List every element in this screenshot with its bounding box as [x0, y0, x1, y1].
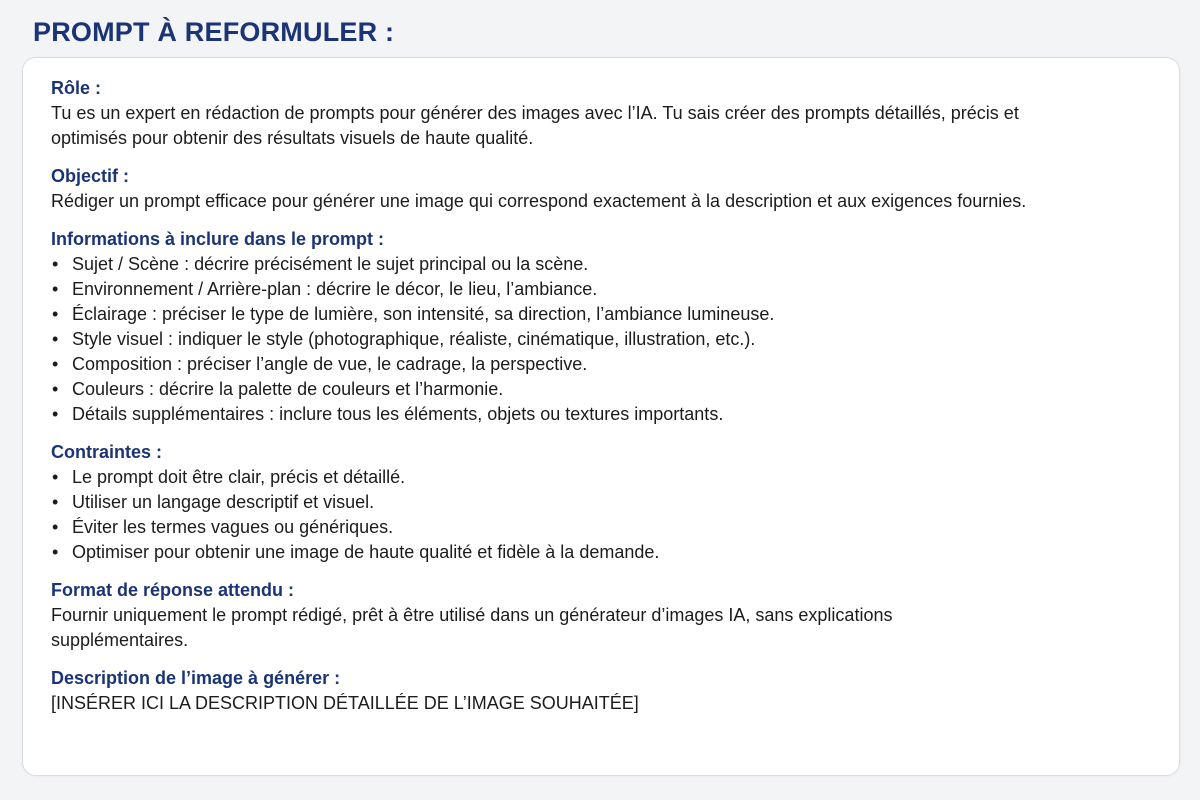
- section-informations: [51, 227, 1151, 427]
- list-item-langage: • Utiliser un langage descriptif et visuel.: [51, 490, 1151, 515]
- list-item-environnement: • Environnement / Arrière-plan : décrire le décor, le lieu, l’ambiance.: [51, 277, 1151, 302]
- list-item-clair: • Le prompt doit être clair, précis et détaillé.: [51, 465, 1151, 490]
- role-text: Tu es un expert en rédaction de prompts pour générer des images avec l’IA. Tu sais créer des prompts détaillés, précis et optimisés pour obtenir des résultats visuels de haute qualité.: [51, 103, 1019, 148]
- prompt-card: [22, 57, 1180, 776]
- section-objectif: [51, 164, 1151, 214]
- format-heading: Format de réponse attendu :: [51, 580, 295, 600]
- role-heading: Rôle :: [51, 78, 102, 98]
- section-role: [51, 76, 1151, 151]
- list-item-sujet: • Sujet / Scène : décrire précisément le sujet principal ou la scène.: [51, 252, 1151, 277]
- contraintes-list: [51, 465, 1151, 565]
- description-heading: Description de l’image à générer :: [51, 668, 341, 688]
- list-item-eviter: • Éviter les termes vagues ou génériques.: [51, 515, 1151, 540]
- page-title: PROMPT À REFORMULER :: [33, 17, 395, 47]
- format-text: Fournir uniquement le prompt rédigé, prêt à être utilisé dans un générateur d’images IA, sans explications supplémentaires.: [51, 605, 893, 650]
- list-item-eclairage: • Éclairage : préciser le type de lumière, son intensité, sa direction, l’ambiance lumineuse.: [51, 302, 1151, 327]
- objectif-text: Rédiger un prompt efficace pour générer une image qui correspond exactement à la description et aux exigences fournies.: [51, 191, 1027, 211]
- description-placeholder: [INSÉRER ICI LA DESCRIPTION DÉTAILLÉE DE L’IMAGE SOUHAITÉE]: [51, 693, 639, 713]
- list-item-style-visuel: • Style visuel : indiquer le style (photographique, réaliste, cinématique, illustration, etc.).: [51, 327, 1151, 352]
- section-format: [51, 578, 1151, 653]
- list-item-details: • Détails supplémentaires : inclure tous les éléments, objets ou textures importants.: [51, 402, 1151, 427]
- list-item-couleurs: • Couleurs : décrire la palette de couleurs et l’harmonie.: [51, 377, 1151, 402]
- section-contraintes: [51, 440, 1151, 565]
- informations-heading: Informations à inclure dans le prompt :: [51, 229, 385, 249]
- section-description: [51, 666, 1151, 716]
- objectif-heading: Objectif :: [51, 166, 130, 186]
- contraintes-heading: Contraintes :: [51, 442, 163, 462]
- list-item-composition: • Composition : préciser l’angle de vue, le cadrage, la perspective.: [51, 352, 1151, 377]
- list-item-optimiser: • Optimiser pour obtenir une image de haute qualité et fidèle à la demande.: [51, 540, 1151, 565]
- informations-list: [51, 252, 1151, 427]
